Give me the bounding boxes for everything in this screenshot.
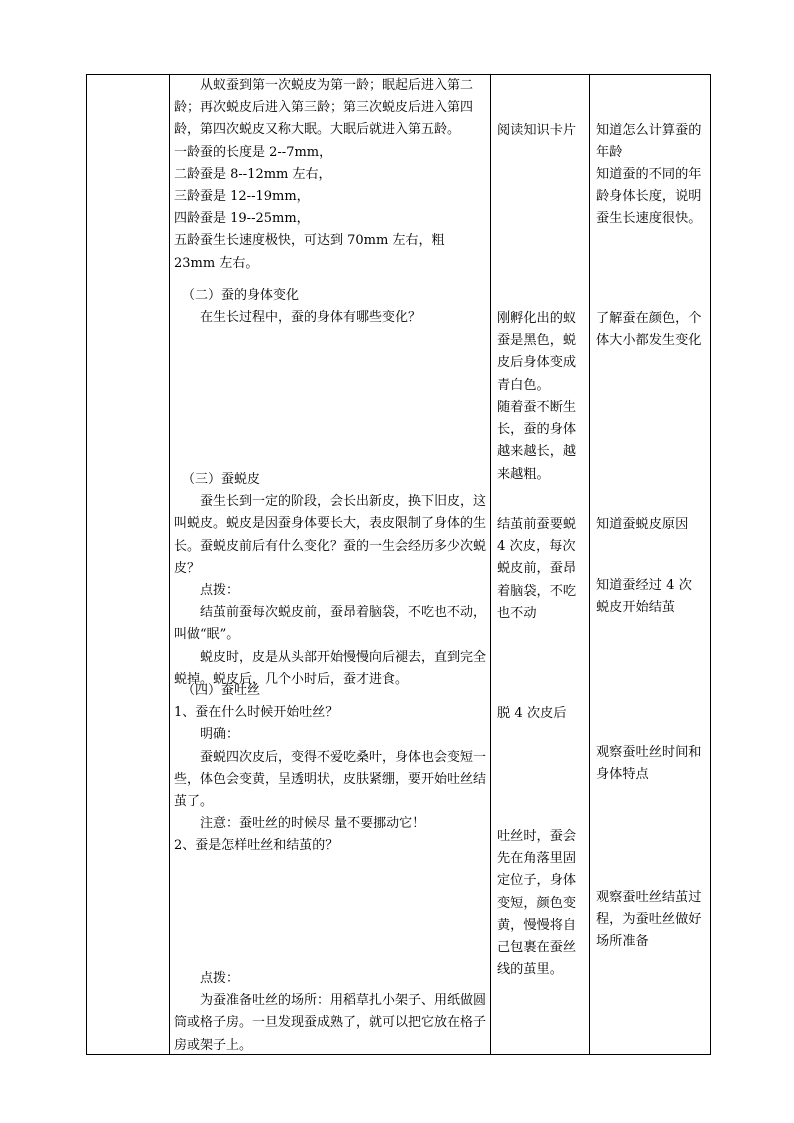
intro-block — [174, 75, 486, 275]
clarify-label: 明确： — [200, 727, 240, 743]
intro-paragraph: 从蚁蚕到第一次蜕皮为第一龄；眠起后进入第二龄；再次蜕皮后进入第三龄；第三次蜕皮后进入第四龄，第四次蜕皮又称大眠。大眠后就进入第五龄。 — [174, 78, 474, 138]
tip-paragraph: 蜕皮时，皮是从头部开始慢慢向后褪去，直到完全蜕掉。蜕皮后，几个小时后，蚕才进食。 — [174, 649, 487, 687]
question-2: 2、蚕是怎样吐丝和结茧的？ — [174, 838, 339, 854]
activity-text: 结茧前蚕要蜕 4 次皮，每次蜕皮前，蚕昂着脑袋，不吃也不动 — [497, 517, 577, 621]
activity-text: 随着蚕不断生长，蚕的身体越来越长，越来越粗。 — [497, 400, 577, 482]
intent-text: 知道蚕经过 4 次蜕皮开始结茧 — [596, 578, 692, 616]
section-heading: （三）蚕蜕皮 — [182, 472, 261, 487]
tip-label: 点拨： — [200, 971, 240, 986]
clarify-answer: 蚕蜕四次皮后，变得不爱吃桑叶，身体也会变短一些，体色会变黄，呈透明状，皮肤紧绷，要开始吐丝结茧了。 — [174, 749, 487, 810]
length-line: 三龄蚕是 12--19mm， — [174, 189, 310, 205]
section-question: 蚕生长到一定的阶段，会长出新皮，换下旧皮，这叫蜕皮。蜕皮是因蚕身体要长大，表皮限制了身体的生长。蚕蜕皮前后有什么变化？蚕的一生会经历多少次蜕皮？ — [174, 494, 487, 576]
design-intent-cell — [590, 75, 711, 1055]
tip-paragraph: 为蚕准备吐丝的场所：用稻草扎小架子、用纸做圆筒或格子房。一旦发现蚕成熟了，就可以把它放在格子房或架子上。 — [174, 993, 487, 1053]
activity-text: 刚孵化出的蚁蚕是黑色，蜕皮后身体变成青白色。 — [497, 311, 577, 393]
intent-text: 观察蚕吐丝结茧过程，为蚕吐丝做好场所准备 — [596, 890, 702, 950]
table-row — [87, 75, 711, 1055]
tip-paragraph: 结茧前蚕每次蜕皮前，蚕昂着脑袋，不吃也不动，叫做“眠”。 — [174, 605, 487, 643]
activity-text: 吐丝时，蚕会先在角落里固定位子，身体变短，颜色变黄，慢慢将自己包裹在蚕丝线的茧里。 — [497, 829, 577, 978]
teaching-content-cell — [170, 75, 491, 1055]
tip-label: 点拨： — [200, 583, 240, 599]
intent-text: 了解蚕在颜色，个体大小都发生变化 — [596, 311, 702, 349]
activity-text: 阅读知识卡片 — [497, 123, 577, 138]
section-heading: （四）蚕吐丝 — [182, 683, 261, 698]
lesson-plan-table — [86, 74, 711, 1055]
student-activity-cell — [491, 75, 590, 1055]
length-line: 二龄蚕是 8--12mm 左右， — [174, 166, 332, 182]
section-4-block — [174, 680, 486, 858]
activity-text: 脱 4 次皮后 — [497, 706, 567, 721]
section-heading: （二）蚕的身体变化 — [182, 288, 300, 303]
length-line: 五龄蚕生长速度极快，可达到 70mm 左右，粗 23mm 左右。 — [174, 233, 445, 271]
intent-text: 知道蚕的不同的年龄身体长度，说明蚕生长速度很快。 — [596, 167, 702, 227]
question-1: 1、蚕在什么时候开始吐丝？ — [174, 705, 339, 721]
section-4-tip-block — [174, 968, 486, 1057]
intent-text: 知道蚕蜕皮原因 — [596, 517, 689, 532]
section-2-block — [174, 285, 486, 329]
length-line: 一龄蚕的长度是 2--7mm， — [174, 144, 333, 160]
intent-text: 知道怎么计算蚕的年龄 — [596, 123, 702, 161]
note-line: 注意：蚕吐丝的时候尽 量不要挪动它！ — [200, 816, 426, 832]
intent-text: 观察蚕吐丝时间和身体特点 — [596, 745, 702, 783]
length-line: 四龄蚕是 19--25mm， — [174, 211, 310, 227]
blank-column-cell — [87, 75, 170, 1055]
section-question: 在生长过程中，蚕的身体有哪些变化？ — [200, 310, 422, 326]
section-3-block — [174, 469, 486, 691]
